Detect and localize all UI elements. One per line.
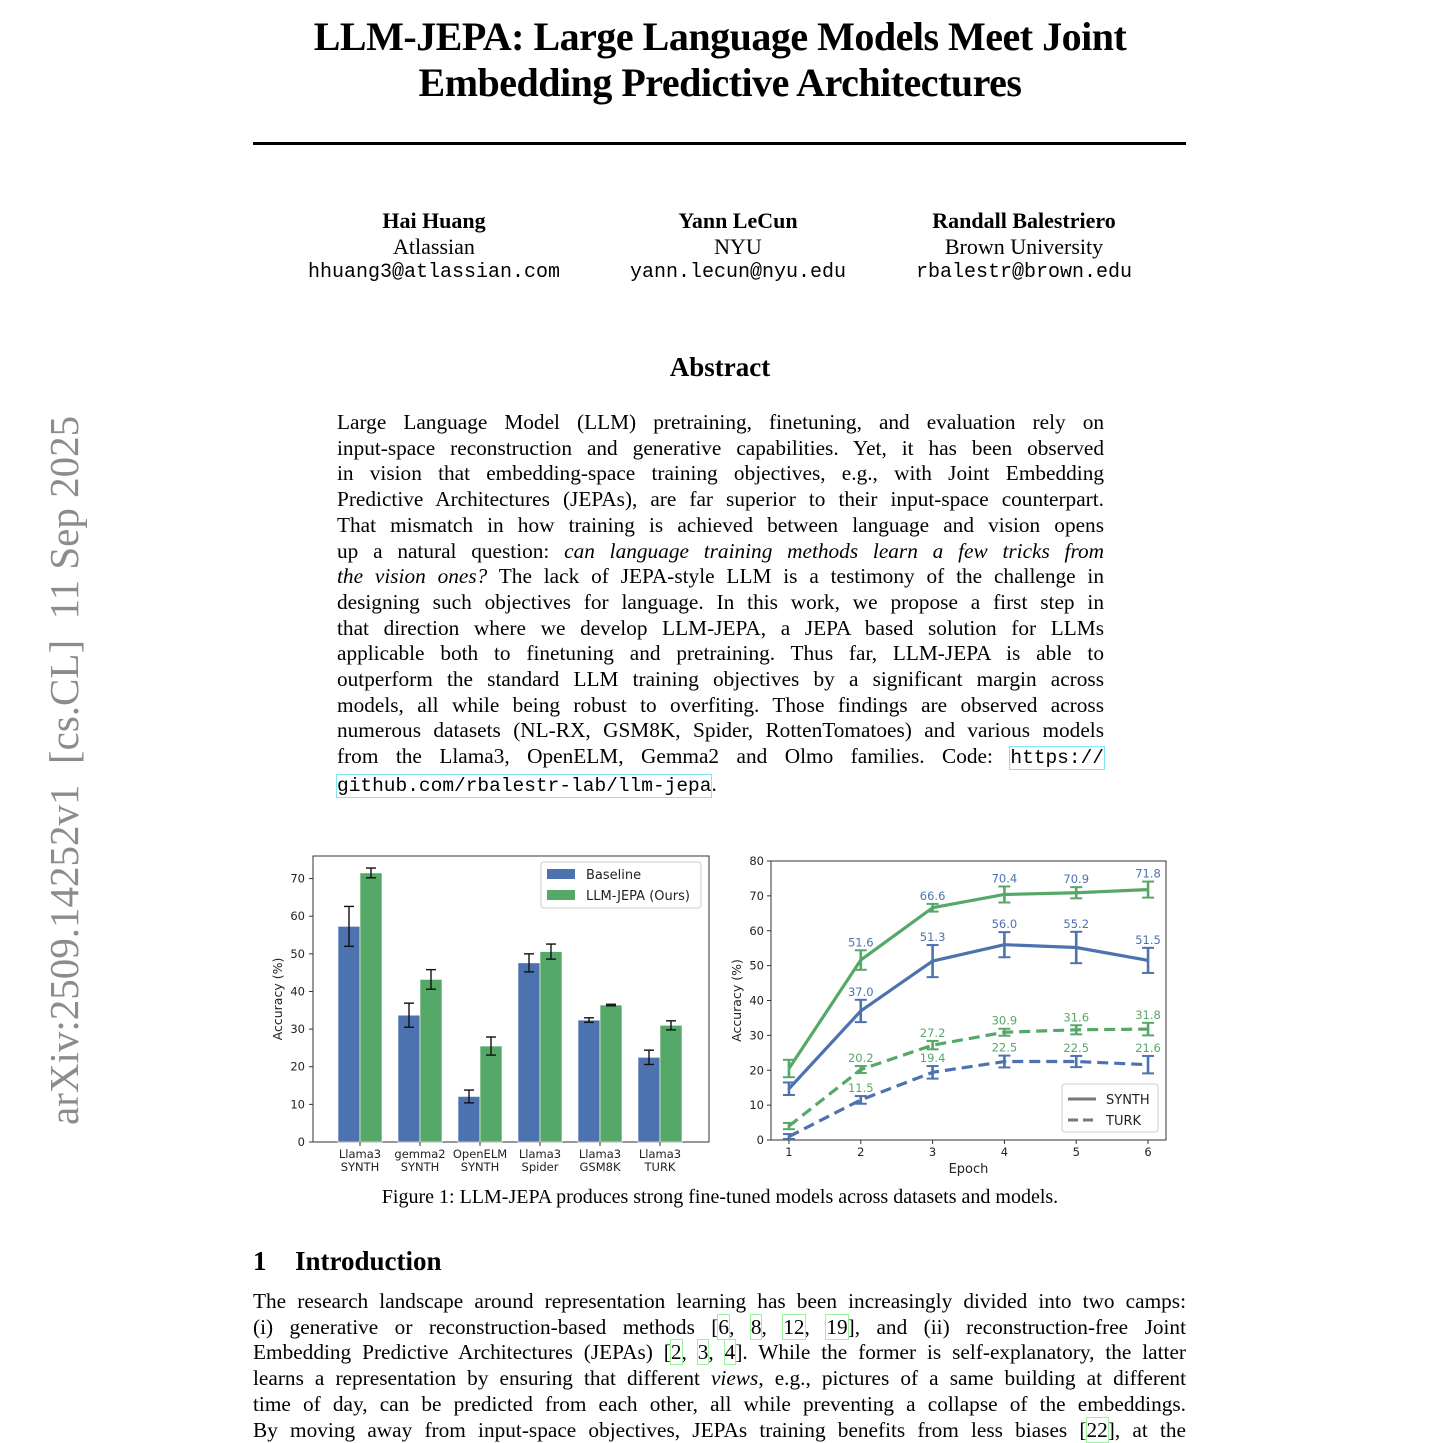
bar-baseline: [338, 926, 360, 1142]
intro-text: ], and (ii) reconstruction-free Joint: [847, 1314, 1186, 1339]
x-tick-label: Llama3: [578, 1147, 622, 1161]
abstract-line: designing such objectives for language. In this work, we propose a first step in: [337, 589, 1104, 614]
code-link-part-2[interactable]: github.com/rbalestr-lab/llm-jepa: [337, 774, 712, 797]
code-link-part-1[interactable]: https://: [1010, 747, 1104, 770]
y-tick-label: 40: [749, 993, 764, 1008]
author-name: Hai Huang: [382, 208, 486, 233]
data-label: 51.5: [1135, 932, 1161, 947]
x-tick-label: gemma2: [394, 1147, 446, 1161]
legend-label: Baseline: [586, 868, 642, 883]
y-tick-label: 10: [290, 1097, 305, 1112]
title-line-1: LLM-JEPA: Large Language Models Meet Joint: [313, 14, 1127, 59]
x-tick-label: 3: [928, 1145, 937, 1159]
y-tick-label: 0: [297, 1135, 305, 1149]
title-line-2: Embedding Predictive Architectures: [418, 60, 1022, 105]
data-label: 71.8: [1135, 866, 1161, 881]
author-email[interactable]: rbalestr@brown.edu: [915, 261, 1133, 284]
bar-llm-jepa: [660, 1025, 682, 1142]
bar-llm-jepa: [420, 979, 442, 1142]
intro-line: (i) generative or reconstruction-based methods [6, 8, 12, 19], and (ii) reconstruction-free Joint: [253, 1314, 1186, 1339]
intro-text: learns a representation by ensuring that different: [253, 1366, 711, 1391]
x-tick-label: SYNTH: [400, 1160, 440, 1174]
y-tick-label: 60: [749, 923, 764, 938]
y-axis-label: Accuracy (%): [270, 957, 285, 1041]
x-tick-label: 4: [1000, 1145, 1009, 1159]
data-label: 70.4: [991, 871, 1018, 886]
data-label: 22.5: [991, 1040, 1018, 1055]
data-label: 20.2: [847, 1051, 874, 1066]
x-tick-label: TURK: [644, 1160, 676, 1174]
y-tick-label: 10: [749, 1098, 764, 1113]
bar-llm-jepa: [540, 952, 562, 1142]
data-label: 22.5: [1063, 1040, 1090, 1055]
abstract-line: applicable both to finetuning and pretraining. Thus far, LLM-JEPA is able to: [337, 641, 1104, 666]
line-chart-svg: [722, 850, 1182, 1180]
x-axis-label: Epoch: [948, 1162, 989, 1177]
bar-baseline: [398, 1015, 420, 1142]
x-tick-label: GSM8K: [579, 1160, 621, 1174]
intro-line: time of day, can be predicted from each other, all while preventing a collapse of the embeddings.: [253, 1391, 1186, 1416]
y-tick-label: 80: [749, 854, 764, 868]
bar-llm-jepa: [360, 873, 382, 1142]
y-tick-label: 20: [290, 1059, 305, 1074]
intro-text: Embedding Predictive Architectures (JEPAs) [: [253, 1340, 671, 1365]
intro-italic: views: [710, 1366, 759, 1391]
y-tick-label: 40: [290, 984, 305, 999]
abstract-text: up a natural question:: [337, 538, 565, 563]
citation-link[interactable]: 6: [718, 1314, 730, 1339]
abstract-line: models, all while being robust to overfiting. Those findings are observed across: [337, 692, 1104, 717]
y-tick-label: 30: [290, 1022, 305, 1037]
bar-llm-jepa: [480, 1046, 502, 1142]
citation-link[interactable]: 19: [826, 1314, 848, 1339]
citation-link[interactable]: 12: [783, 1314, 805, 1339]
abstract-line: input-space reconstruction and generative capabilities. Yet, it has been observed: [337, 435, 1104, 460]
abstract-line: Predictive Architectures (JEPAs), are far superior to their input-space counterpart.: [337, 487, 1104, 512]
data-label: 51.3: [919, 930, 946, 945]
data-label: 27.2: [919, 1025, 946, 1040]
abstract-text: from the Llama3, OpenELM, Gemma2 and Olmo families. Code:: [337, 744, 1011, 769]
legend-label: SYNTH: [1106, 1093, 1150, 1108]
data-label: 31.8: [1135, 1007, 1161, 1022]
intro-line: [253, 1366, 1186, 1392]
author-3: [854, 208, 1194, 286]
citation-link[interactable]: 4: [724, 1340, 736, 1365]
figure-bar-chart: [262, 850, 722, 1180]
y-tick-label: 60: [290, 909, 305, 924]
data-label: 70.9: [1063, 872, 1090, 887]
x-tick-label: OpenELM: [452, 1147, 508, 1161]
abstract-line: Large Language Model (LLM) pretraining, finetuning, and evaluation rely on: [337, 410, 1104, 434]
bar-baseline: [578, 1020, 600, 1142]
abstract-line: [337, 772, 1104, 800]
x-tick-label: SYNTH: [460, 1160, 500, 1174]
data-label: 55.2: [1063, 916, 1090, 931]
x-tick-label: Llama3: [518, 1147, 562, 1161]
bar-chart-svg: [262, 850, 722, 1180]
title-rule: [253, 142, 1186, 145]
abstract-text: .: [711, 771, 717, 796]
data-label: 56.0: [991, 917, 1018, 932]
y-tick-label: 20: [749, 1063, 764, 1078]
paper-title: [250, 14, 1190, 106]
abstract-line: that direction where we develop LLM-JEPA, a JEPA based solution for LLMs: [337, 615, 1104, 640]
intro-text: (i) generative or reconstruction-based methods [: [253, 1314, 719, 1339]
intro-text: ]. While the former is self-explanatory, the latter: [735, 1340, 1187, 1365]
x-tick-label: 2: [857, 1145, 865, 1159]
citation-link[interactable]: 3: [697, 1340, 709, 1365]
x-tick-label: 1: [785, 1145, 793, 1159]
y-tick-label: 0: [756, 1133, 764, 1147]
legend-label: TURK: [1106, 1114, 1142, 1129]
legend-label: LLM-JEPA (Ours): [586, 889, 690, 904]
x-tick-label: Llama3: [338, 1147, 382, 1161]
series-line-llm-jepa-synth: [789, 890, 1148, 1069]
y-tick-label: 70: [749, 888, 764, 903]
abstract-italic-question: the vision ones?: [337, 564, 488, 589]
y-tick-label: 70: [290, 871, 305, 886]
x-tick-label: 5: [1072, 1145, 1080, 1159]
y-tick-label: 50: [290, 946, 305, 961]
author-email[interactable]: yann.lecun@nyu.edu: [629, 261, 847, 284]
author-affiliation: NYU: [714, 234, 762, 259]
data-label: 51.6: [847, 935, 874, 950]
abstract-heading: Abstract: [669, 352, 771, 382]
x-tick-label: Llama3: [638, 1147, 682, 1161]
section-number: 1: [253, 1246, 267, 1276]
citation-link[interactable]: 8: [750, 1314, 762, 1339]
y-axis-label: Accuracy (%): [729, 959, 744, 1042]
intro-line: The research landscape around representation learning has been increasingly divided into two camps:: [253, 1289, 1186, 1313]
author-affiliation: Atlassian: [393, 234, 475, 259]
bar-baseline: [638, 1057, 660, 1142]
abstract-line: in vision that embedding-space training objectives, e.g., with Joint Embedding: [337, 461, 1104, 486]
section-title: Introduction: [295, 1246, 442, 1276]
intro-line: [253, 1418, 1186, 1443]
abstract-line: [337, 564, 1104, 590]
author-email[interactable]: hhuang3@atlassian.com: [307, 261, 561, 284]
introduction-body: [253, 1289, 1186, 1443]
intro-line: Embedding Predictive Architectures (JEPAs) [2, 3, 4]. While the former is self-explanatory, the latter: [253, 1340, 1187, 1365]
abstract-italic-question: can language training methods learn a few tricks from: [564, 538, 1104, 563]
legend-swatch: [547, 890, 575, 900]
arxiv-identifier-stamp: arXiv:2509.14252v1 [cs.CL] 11 Sep 2025: [41, 415, 87, 1125]
abstract-line: numerous datasets (NL-RX, GSM8K, Spider, RottenTomatoes) and various models: [337, 718, 1104, 743]
citation-link[interactable]: 2: [670, 1340, 682, 1365]
data-label: 37.0: [847, 984, 874, 999]
data-label: 66.6: [919, 888, 946, 903]
section-heading-introduction: [253, 1246, 442, 1277]
author-name: Yann LeCun: [678, 208, 798, 233]
x-tick-label: 6: [1144, 1145, 1152, 1159]
data-label: 11.5: [847, 1081, 874, 1096]
abstract-line: [337, 744, 1104, 772]
intro-text: By moving away from input-space objectives, JEPAs training benefits from less biases [: [253, 1417, 1087, 1442]
abstract-line: That mismatch in how training is achieved between language and vision opens: [337, 512, 1104, 537]
x-tick-label: Spider: [521, 1160, 559, 1174]
abstract-line: [337, 539, 1104, 565]
x-tick-label: SYNTH: [340, 1160, 380, 1174]
data-label: 19.4: [919, 1051, 946, 1066]
citation-link[interactable]: 22: [1086, 1417, 1108, 1442]
author-affiliation: Brown University: [944, 234, 1104, 259]
bar-baseline: [518, 963, 540, 1142]
author-1: [264, 208, 604, 286]
author-name: Randall Balestriero: [932, 208, 1116, 233]
data-label: 21.6: [1135, 1040, 1161, 1055]
intro-text: , e.g., pictures of a same building at different: [758, 1366, 1186, 1391]
data-label: 30.9: [991, 1013, 1018, 1028]
y-tick-label: 50: [749, 958, 764, 973]
abstract-line: outperform the standard LLM training objectives by a significant margin across: [337, 667, 1104, 692]
y-tick-label: 30: [749, 1028, 764, 1043]
abstract-body: [337, 410, 1104, 800]
figure-line-chart: [722, 850, 1182, 1180]
intro-text: ], at the: [1107, 1417, 1187, 1442]
data-label: 31.6: [1063, 1010, 1090, 1025]
bar-llm-jepa: [600, 1005, 622, 1142]
figure-caption: Figure 1: LLM-JEPA produces strong fine-tuned models across datasets and models.: [381, 1186, 1059, 1208]
legend-swatch: [547, 869, 575, 879]
abstract-text: The lack of JEPA-style LLM is a testimony of the challenge in: [487, 564, 1104, 589]
